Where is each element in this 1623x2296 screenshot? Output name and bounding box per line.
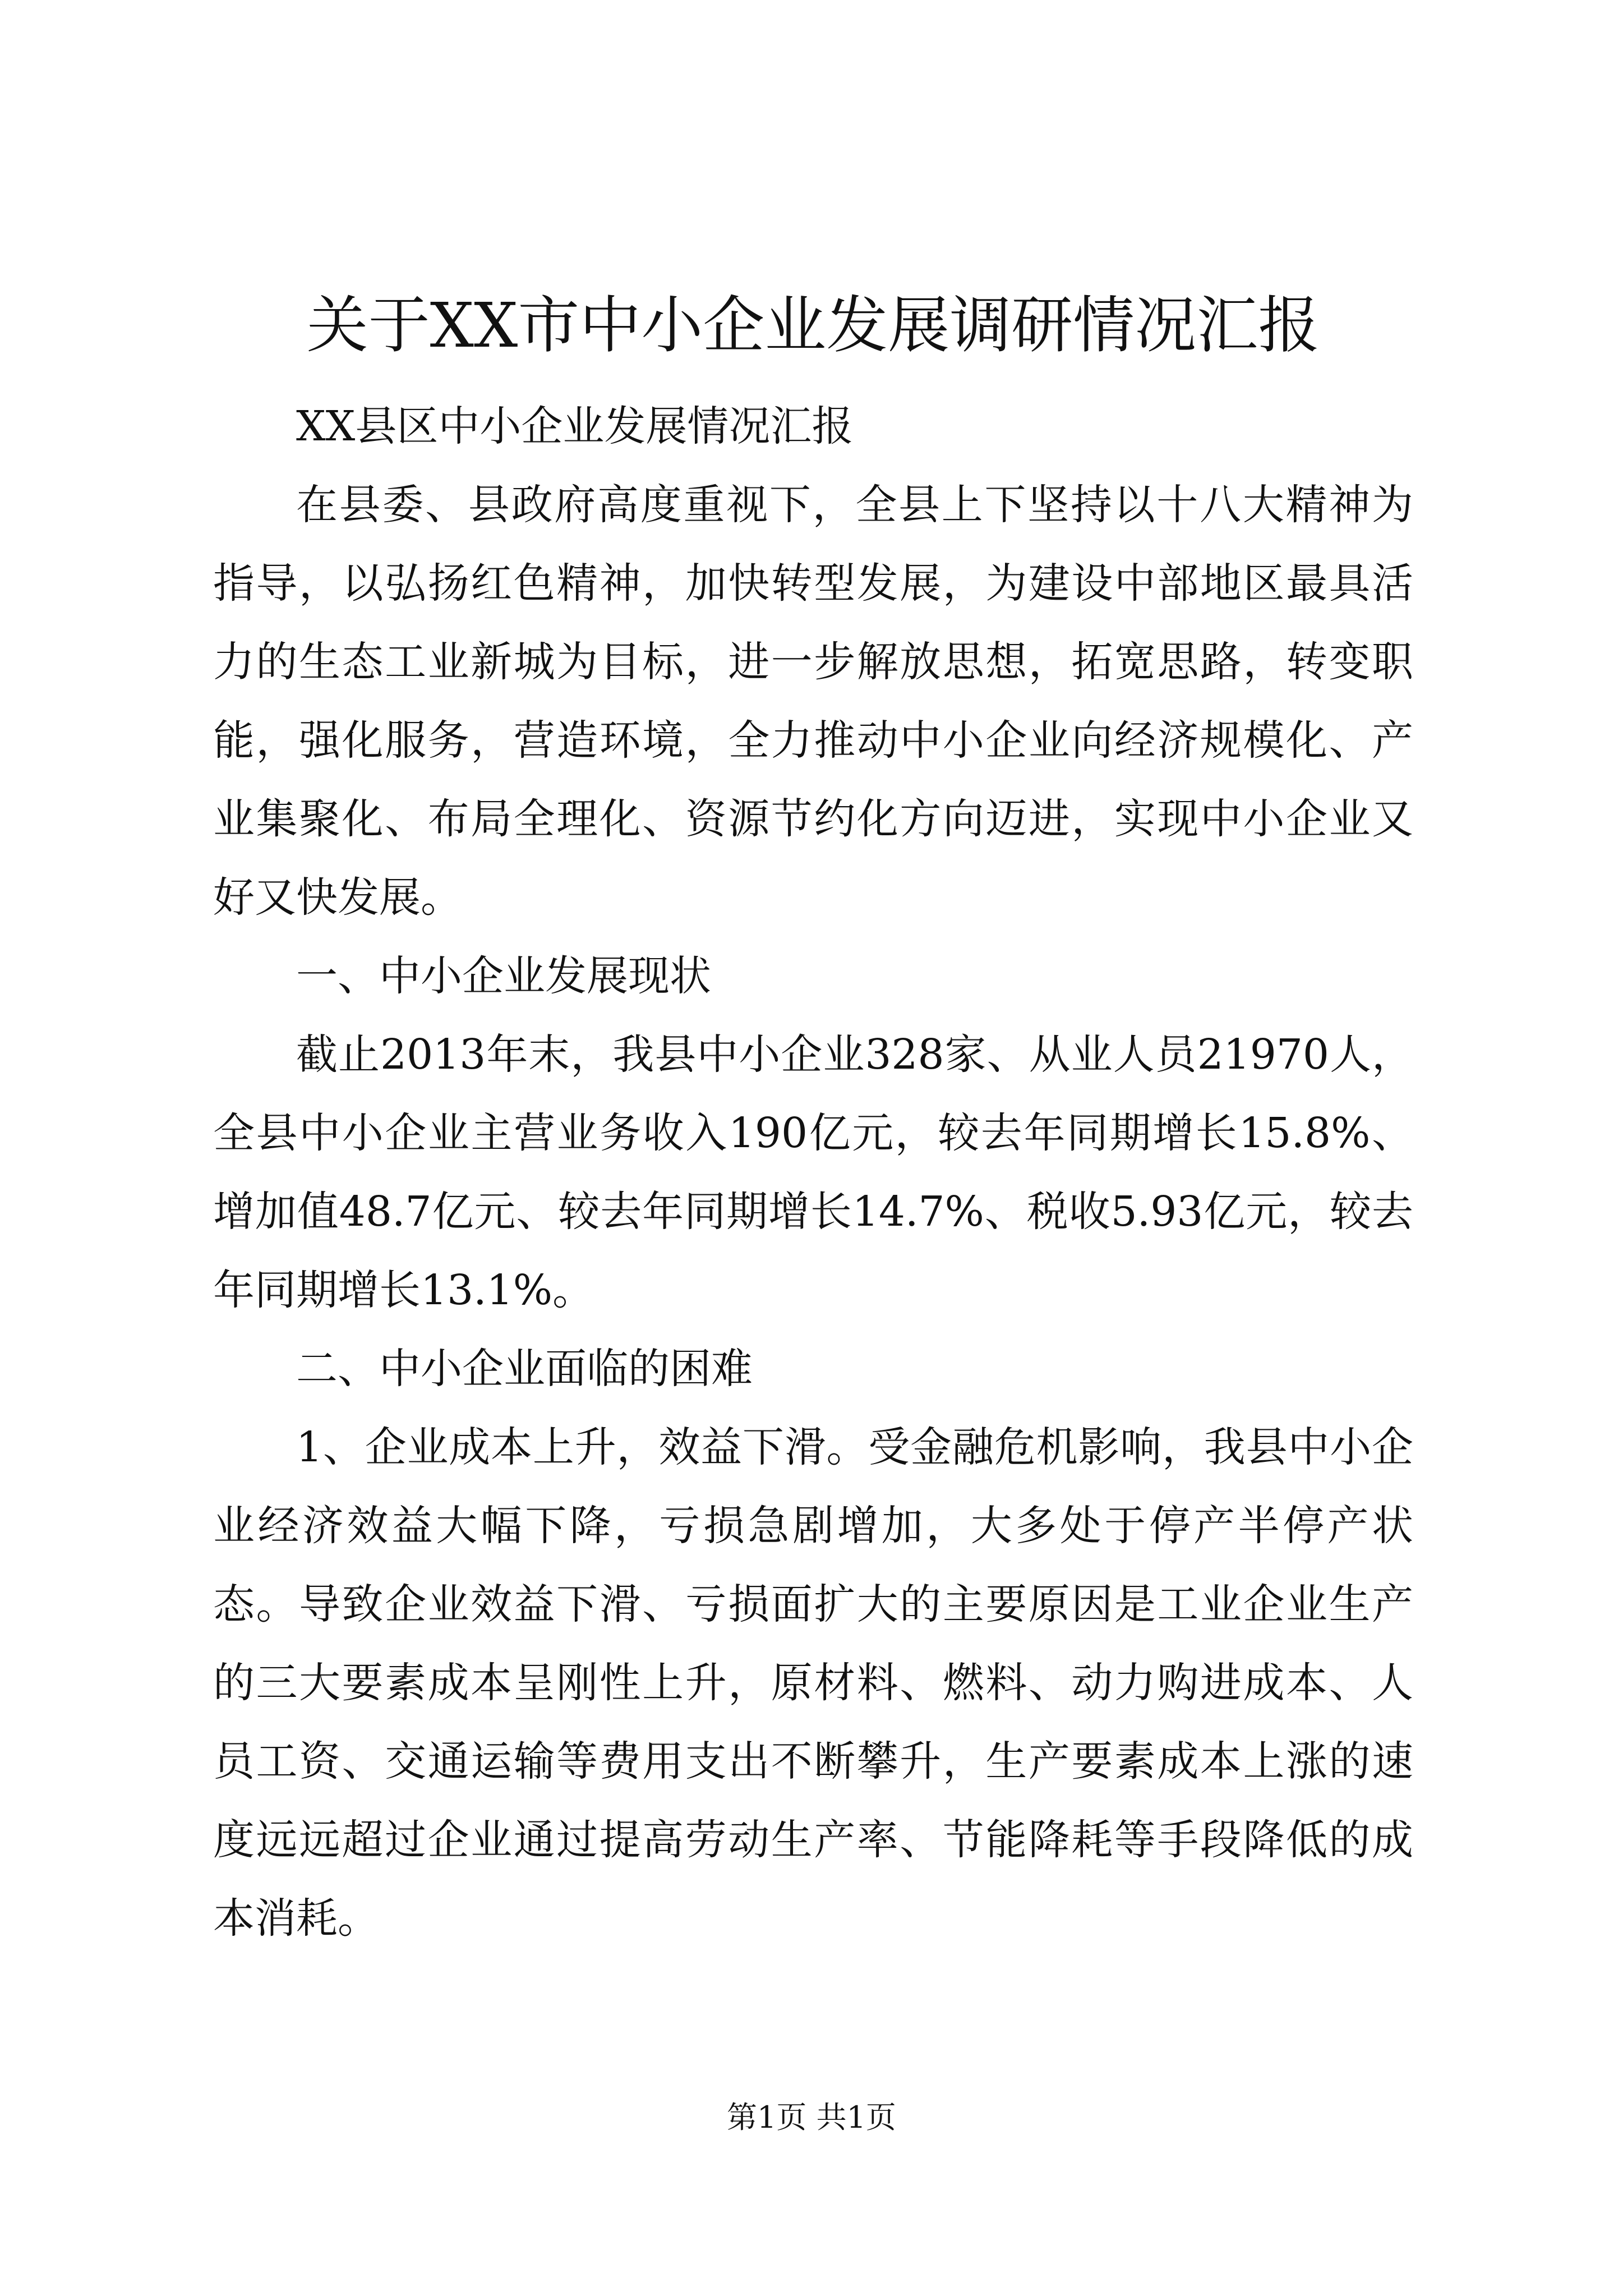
paragraph-difficulty-1: 1、企业成本上升，效益下滑。受金融危机影响，我县中小企业经济效益大幅下降，亏损急剧增加，大多处于停产半停产状态。导致企业效益下滑、亏损面扩大的主要原因是工业企业生产的三大要素成本呈刚性上升，原材料、燃料、动力购进成本、人员工资、交通运输等费用支出不断攀升，生产要素成本上涨的速度远远超过企业通过提高劳动生产率、节能降耗等手段降低的成本消耗。 — [213, 1423, 1413, 1943]
paragraph-status: 截止2013年末，我县中小企业328家、从业人员21970人，全县中小企业主营业务收入190亿元，较去年同期增长15.8%、增加值48.7亿元、较去年同期增长14.7%、税收5.93亿元，较去年同期增长13.1%。 — [213, 1030, 1413, 1314]
paragraph-intro: 在县委、县政府高度重视下，全县上下坚持以十八大精神为指导，以弘扬红色精神，加快转型发展，为建设中部地区最具活力的生态工业新城为目标，进一步解放思想，拓宽思路，转变职能，强化服务，营造环境，全力推动中小企业向经济规模化、产业集聚化、布局全理化、资源节约化方向迈进，实现中小企业又好又快发展。 — [213, 481, 1413, 922]
section-heading-difficulties: 二、中小企业面临的困难 — [296, 1345, 753, 1393]
paragraph-subtitle: XX县区中小企业发展情况汇报 — [296, 402, 854, 450]
section-heading-status: 一、中小企业发展现状 — [296, 952, 711, 1000]
document-body — [213, 387, 1413, 1958]
document-title: 关于XX市中小企业发展调研情况汇报 — [306, 289, 1320, 361]
page-footer: 第1页 共1页 — [727, 2100, 896, 2135]
